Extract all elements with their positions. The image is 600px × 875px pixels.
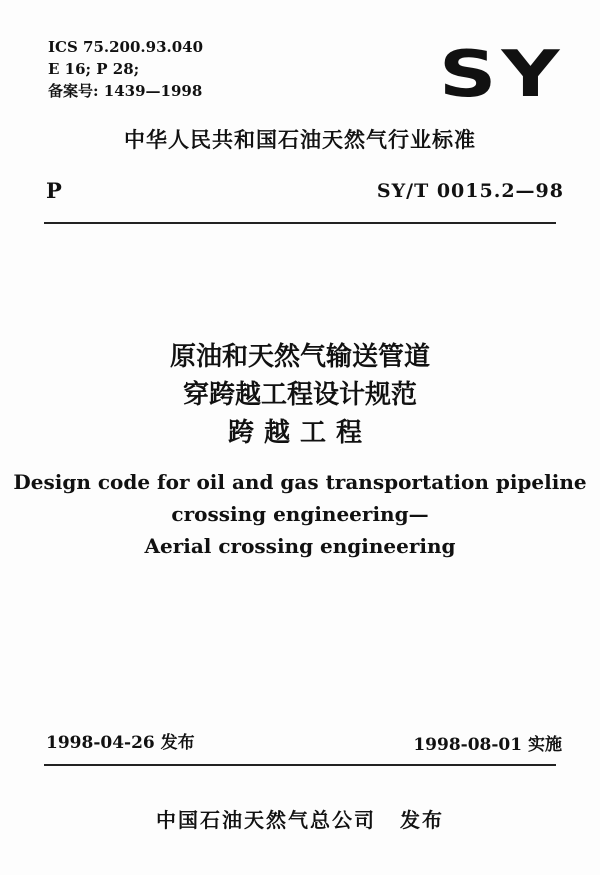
standard-number: SY/T 0015.2—98 — [376, 180, 564, 202]
chinese-title — [0, 338, 600, 452]
publish-date: 1998-04-26 发布 — [46, 733, 195, 753]
english-title — [0, 466, 600, 562]
record-number: 备案号: 1439—1998 — [48, 82, 203, 100]
chinese-title-line-1: 原油和天然气输送管道 — [169, 342, 430, 372]
sy-logo: SY — [438, 38, 564, 112]
chinese-title-line-2: 穿跨越工程设计规范 — [182, 380, 417, 410]
implementation-date: 1998-08-01 实施 — [413, 735, 562, 755]
chinese-title-line-3: 跨越工程 — [227, 418, 372, 448]
classification-letter: P — [46, 178, 62, 203]
classification-codes: E 16; P 28; — [48, 60, 140, 78]
issuer-action: 发布 — [400, 808, 444, 832]
industry-standard-heading: 中华人民共和国石油天然气行业标准 — [124, 128, 476, 152]
top-divider — [44, 222, 556, 224]
issuer-name: 中国石油天然气总公司 — [156, 808, 376, 832]
english-title-line-1: Design code for oil and gas transportation pipeline — [13, 470, 587, 494]
metadata-block — [48, 36, 203, 102]
english-title-line-3: Aerial crossing engineering — [144, 534, 456, 558]
bottom-divider — [44, 764, 556, 766]
issuer-line — [0, 804, 600, 833]
ics-code: ICS 75.200.93.040 — [48, 38, 204, 56]
english-title-line-2: crossing engineering— — [171, 502, 429, 526]
